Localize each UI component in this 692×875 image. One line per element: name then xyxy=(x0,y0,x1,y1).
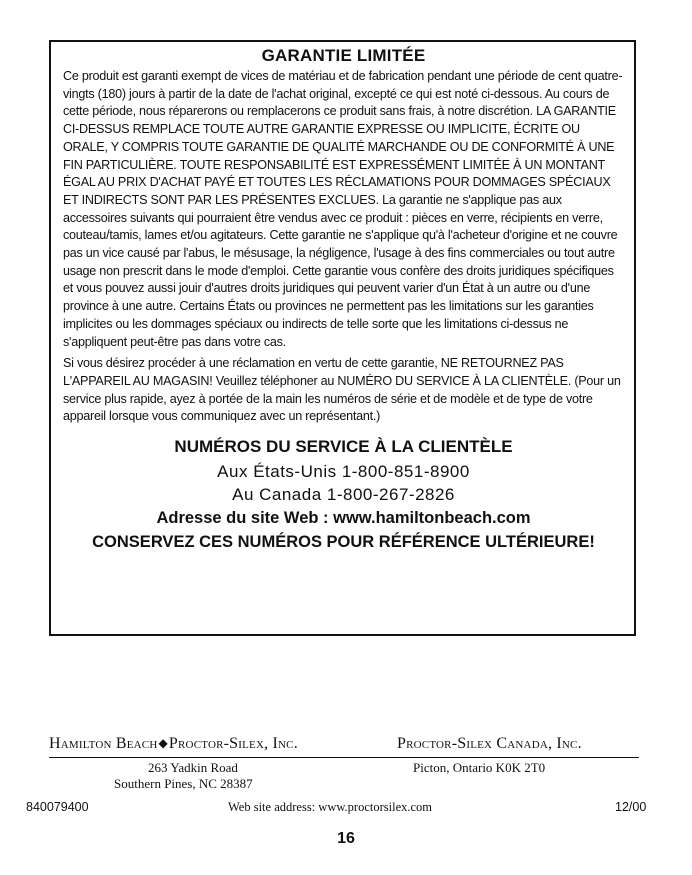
diamond-icon: ◆ xyxy=(158,736,168,750)
service-web-address: Adresse du site Web : www.hamiltonbeach.com xyxy=(156,509,531,528)
page-number: 16 xyxy=(337,830,355,847)
canada-address: Picton, Ontario K0K 2T0 xyxy=(413,760,546,775)
company-us-name-part1: Hamilton Beach xyxy=(49,735,158,752)
service-us-number: Aux États-Unis 1-800-851-8900 xyxy=(217,462,470,482)
footer-companies xyxy=(49,735,639,758)
warranty-paragraph-2: Si vous désirez procéder à une réclamation en vertu de cette garantie, NE RETOURNEZ PAS L'APPAREIL AU MAGASIN! Veuillez téléphoner au NUMÉRO DU SERVICE À LA CLIENTÈLE. (Pour un service plus rapide, ayez à portée de la main les numéros de série et de modèle et de type de votre appareil lorsque vous communiquez avec un représentant.) xyxy=(63,356,621,424)
footer-web-address: Web site address: www.proctorsilex.com xyxy=(228,800,433,814)
warranty-title: GARANTIE LIMITÉE xyxy=(261,46,426,65)
warranty-paragraph-1: Ce produit est garanti exempt de vices de matériau et de fabrication pendant une période de cent quatre-vingts (180) jours à partir de la date de l'achat original, excepté ce qui est noté ci-dessous. Au cours de cette période, nous réparerons ou remplacerons ce produit sans frais, à notre discrétion. LA GARANTIE CI-DESSUS REMPLACE TOUTE AUTRE GARANTIE EXPRESSE OU IMPLICITE, ÉCRITE OU ORALE, Y COMPRIS TOUTE GARANTIE DE QUALITÉ MARCHANDE OU DE CONFORMITÉ À UNE FIN PARTICULIÈRE. TOUTE RESPONSABILITÉ EST EXPRESSÉMENT LIMITÉE À UN MONTANT ÉGAL AU PRIX D'ACHAT PAYÉ ET TOUTES LES RÉCLAMATIONS POUR DOMMAGES SPÉCIAUX ET INDIRECTS SONT PAR LES PRÉSENTES EXCLUES. La garantie ne s'applique pas aux accessoires suivants qui pourraient être vendus avec ce produit : pièces en verre, récipients en verre, couteau/tamis, lames et/ou agitateurs. Cette garantie ne s'applique qu'à l'acheteur d'origine et ne couvre pas un vice causé par l'abus, le mésusage, la négligence, l'usage à des fins commerciales ou tout autre usage non prescrit dans le mode d'emploi. Cette garantie vous confère des droits juridiques spécifiques et vous pouvez aussi jouir d'autres droits juridiques qui peuvent varier d'un État à un autre ou d'une province à une autre. Certains États ou provinces ne permettent pas les limitations sur les garanties implicites ou les dommages spéciaux ou indirects de telle sorte que les limitations ci-dessus ne s'appliquent peut-être pas dans votre cas. xyxy=(63,69,623,349)
us-address-city: Southern Pines, NC 28387 xyxy=(114,776,253,791)
company-us xyxy=(49,735,298,753)
company-canada: Proctor-Silex Canada, Inc. xyxy=(397,735,582,752)
us-address-street: 263 Yadkin Road xyxy=(148,760,238,775)
keep-numbers-notice: CONSERVEZ CES NUMÉROS POUR RÉFÉRENCE ULTÉRIEURE! xyxy=(92,533,595,552)
company-us-name-part2: Proctor-Silex, Inc. xyxy=(168,735,298,752)
service-canada-number: Au Canada 1-800-267-2826 xyxy=(232,485,455,505)
document-number: 840079400 xyxy=(26,800,89,814)
service-heading: NUMÉROS DU SERVICE À LA CLIENTÈLE xyxy=(174,437,513,457)
warranty-box xyxy=(49,40,636,636)
date-code: 12/00 xyxy=(615,800,647,814)
